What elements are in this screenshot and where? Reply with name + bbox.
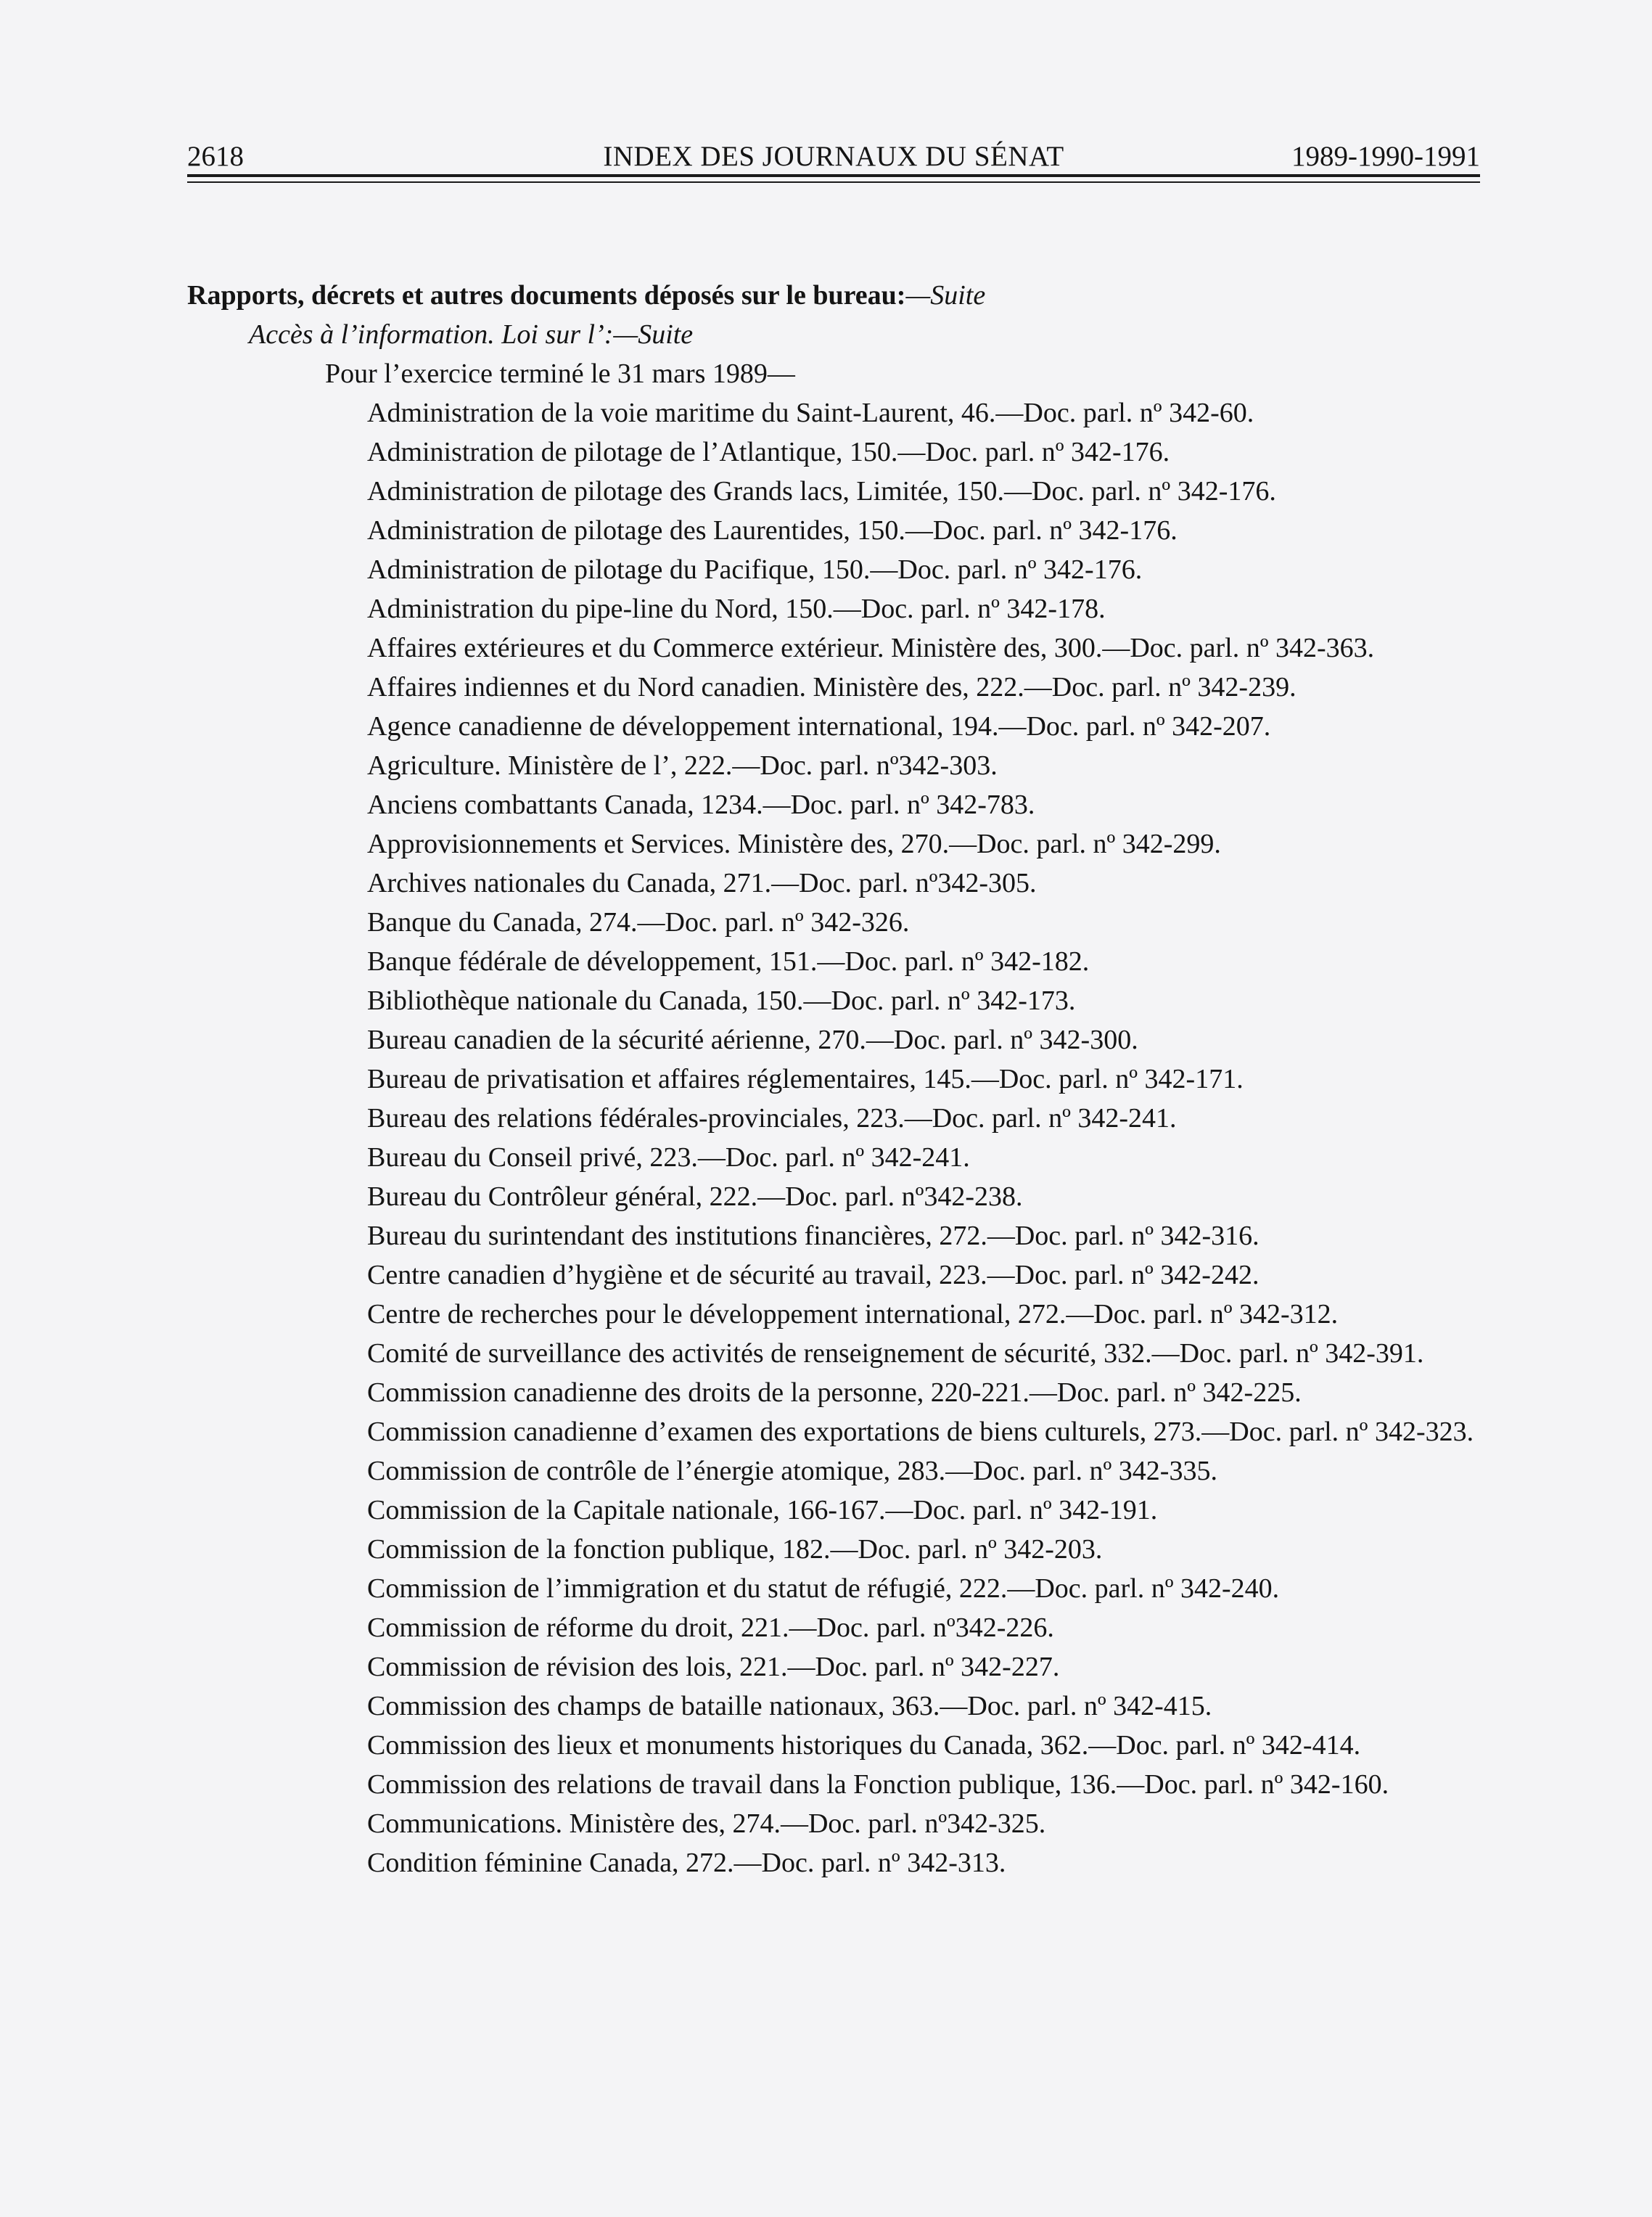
index-entry: Archives nationales du Canada, 271.—Doc. parl. nº342-305. bbox=[367, 868, 1037, 898]
sub-heading: Accès à l’information. Loi sur l’:—Suite bbox=[249, 319, 694, 350]
index-entry: Bureau de privatisation et affaires réglementaires, 145.—Doc. parl. nº 342-171. bbox=[367, 1064, 1244, 1094]
session-years: 1989-1990-1991 bbox=[1291, 141, 1480, 172]
main-heading bbox=[187, 276, 1480, 315]
index-entry: Commission de l’immigration et du statut de réfugié, 222.—Doc. parl. nº 342-240. bbox=[367, 1573, 1280, 1604]
index-entry: Bureau des relations fédérales-provinciales, 223.—Doc. parl. nº 342-241. bbox=[367, 1103, 1177, 1134]
index-entry: Commission des lieux et monuments historiques du Canada, 362.—Doc. parl. nº 342-414. bbox=[367, 1730, 1361, 1761]
index-entry: Banque du Canada, 274.—Doc. parl. nº 342-326. bbox=[367, 907, 910, 938]
header-rule-thick bbox=[187, 174, 1480, 177]
index-entry: Condition féminine Canada, 272.—Doc. parl. nº 342-313. bbox=[367, 1848, 1006, 1878]
index-entry: Commission des relations de travail dans la Fonction publique, 136.—Doc. parl. nº 342-160. bbox=[367, 1769, 1389, 1800]
index-entry: Approvisionnements et Services. Ministère des, 270.—Doc. parl. nº 342-299. bbox=[367, 829, 1221, 859]
index-entry: Commission de réforme du droit, 221.—Doc. parl. nº342-226. bbox=[367, 1612, 1054, 1643]
index-body bbox=[187, 276, 1480, 1882]
page-title: INDEX DES JOURNAUX DU SÉNAT bbox=[603, 141, 1064, 172]
index-entry: Administration de la voie maritime du Saint-Laurent, 46.—Doc. parl. nº 342-60. bbox=[367, 398, 1254, 428]
page-number: 2618 bbox=[187, 141, 244, 172]
index-entry: Comité de surveillance des activités de renseignement de sécurité, 332.—Doc. parl. nº 342-391. bbox=[367, 1338, 1424, 1369]
main-heading-text: Rapports, décrets et autres documents déposés sur le bureau: bbox=[187, 280, 906, 311]
index-entry: Administration de pilotage des Grands lacs, Limitée, 150.—Doc. parl. nº 342-176. bbox=[367, 476, 1276, 507]
index-entry: Administration de pilotage de l’Atlantique, 150.—Doc. parl. nº 342-176. bbox=[367, 437, 1170, 467]
index-entry: Bureau du surintendant des institutions financières, 272.—Doc. parl. nº 342-316. bbox=[367, 1221, 1259, 1251]
index-entry: Commission canadienne d’examen des exportations de biens culturels, 273.—Doc. parl. nº 342-323. bbox=[367, 1417, 1474, 1447]
index-entry: Commission de contrôle de l’énergie atomique, 283.—Doc. parl. nº 342-335. bbox=[367, 1456, 1217, 1486]
index-entry: Bureau canadien de la sécurité aérienne, 270.—Doc. parl. nº 342-300. bbox=[367, 1025, 1138, 1055]
index-entry: Bibliothèque nationale du Canada, 150.—Doc. parl. nº 342-173. bbox=[367, 985, 1076, 1016]
main-heading-suite: —Suite bbox=[905, 280, 986, 311]
index-entry: Communications. Ministère des, 274.—Doc. parl. nº342-325. bbox=[367, 1808, 1046, 1839]
index-entry: Administration de pilotage des Laurentides, 150.—Doc. parl. nº 342-176. bbox=[367, 515, 1178, 546]
index-entry: Commission de la fonction publique, 182.—Doc. parl. nº 342-203. bbox=[367, 1534, 1103, 1565]
fiscal-year-heading: Pour l’exercice terminé le 31 mars 1989— bbox=[325, 358, 795, 389]
index-entry: Agence canadienne de développement international, 194.—Doc. parl. nº 342-207. bbox=[367, 711, 1271, 742]
index-entry: Centre de recherches pour le développement international, 272.—Doc. parl. nº 342-312. bbox=[367, 1299, 1339, 1329]
index-entry: Affaires extérieures et du Commerce extérieur. Ministère des, 300.—Doc. parl. nº 342-363. bbox=[367, 633, 1375, 663]
index-entry: Agriculture. Ministère de l’, 222.—Doc. parl. nº342-303. bbox=[367, 750, 998, 781]
index-entry: Affaires indiennes et du Nord canadien. Ministère des, 222.—Doc. parl. nº 342-239. bbox=[367, 672, 1296, 702]
index-entry: Commission de révision des lois, 221.—Doc. parl. nº 342-227. bbox=[367, 1652, 1060, 1682]
header-rule-thin bbox=[187, 181, 1480, 183]
running-header bbox=[187, 135, 1480, 179]
index-entry: Commission des champs de bataille nationaux, 363.—Doc. parl. nº 342-415. bbox=[367, 1691, 1212, 1721]
index-entry: Commission canadienne des droits de la personne, 220-221.—Doc. parl. nº 342-225. bbox=[367, 1377, 1302, 1408]
index-entry: Administration du pipe-line du Nord, 150.—Doc. parl. nº 342-178. bbox=[367, 594, 1106, 624]
index-entry: Commission de la Capitale nationale, 166-167.—Doc. parl. nº 342-191. bbox=[367, 1495, 1158, 1525]
index-entry: Centre canadien d’hygiène et de sécurité au travail, 223.—Doc. parl. nº 342-242. bbox=[367, 1260, 1259, 1290]
index-entry: Administration de pilotage du Pacifique, 150.—Doc. parl. nº 342-176. bbox=[367, 554, 1143, 585]
index-entry: Bureau du Conseil privé, 223.—Doc. parl. nº 342-241. bbox=[367, 1142, 970, 1173]
index-entries bbox=[187, 393, 1480, 1882]
index-entry: Banque fédérale de développement, 151.—Doc. parl. nº 342-182. bbox=[367, 946, 1090, 977]
index-entry: Bureau du Contrôleur général, 222.—Doc. parl. nº342-238. bbox=[367, 1181, 1023, 1212]
index-entry: Anciens combattants Canada, 1234.—Doc. parl. nº 342-783. bbox=[367, 790, 1035, 820]
